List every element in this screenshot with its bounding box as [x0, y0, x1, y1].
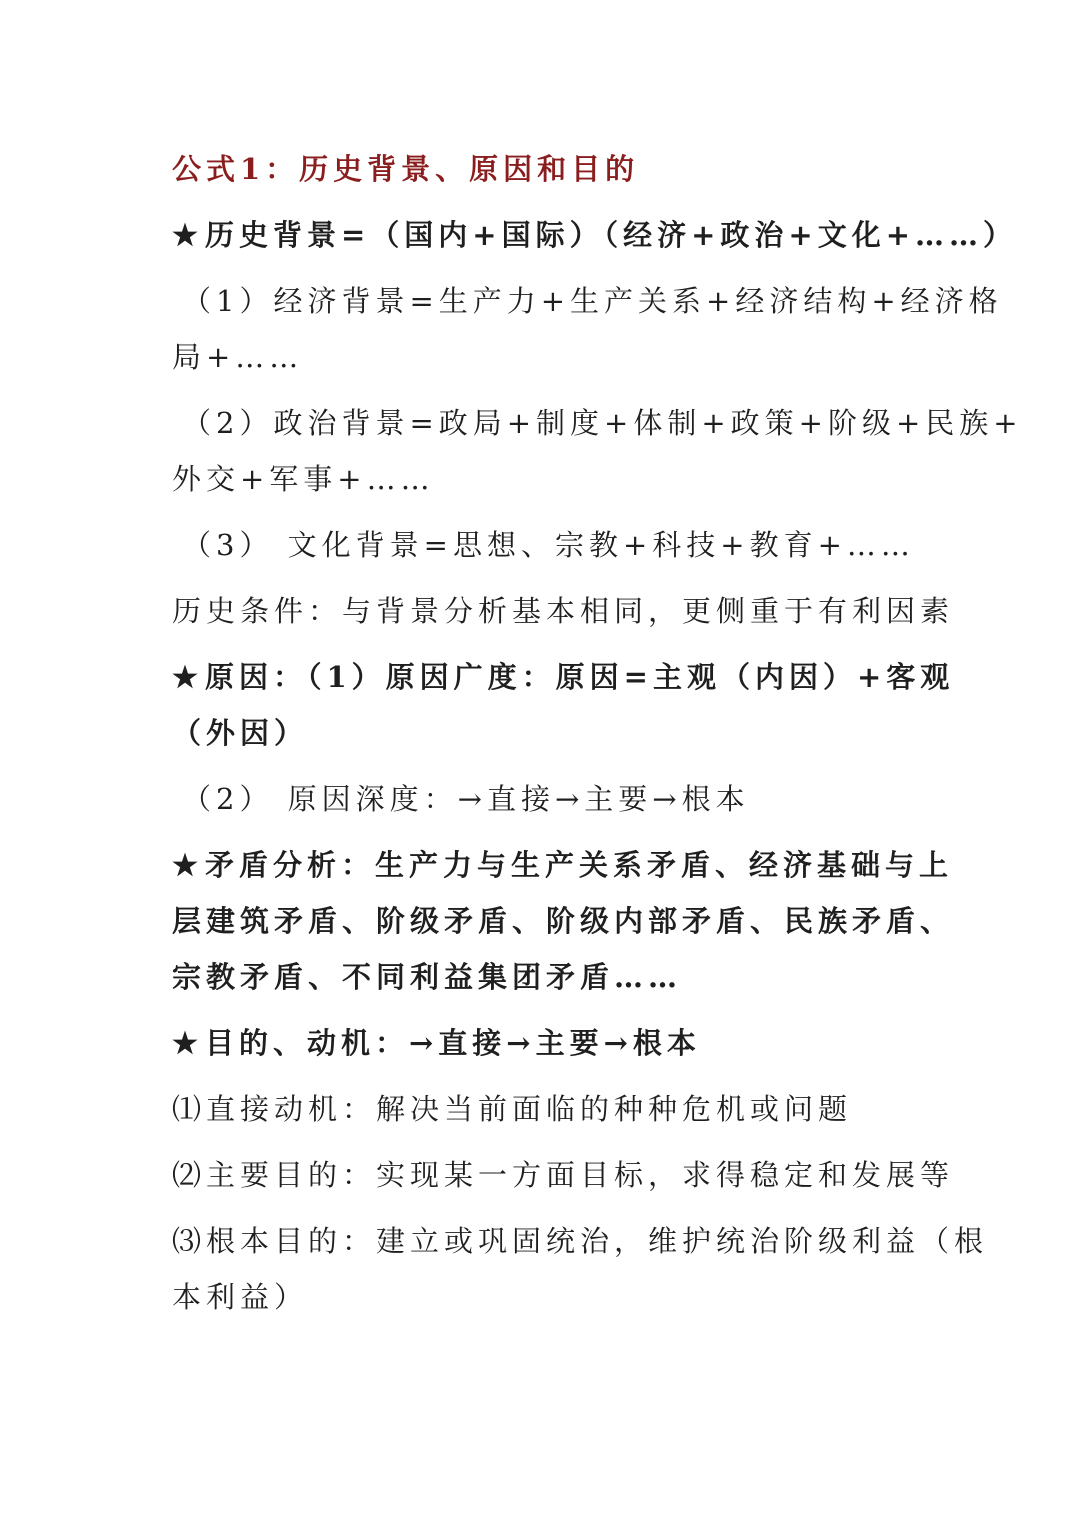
purpose-motivation-text: 目的、动机：→直接→主要→根本: [205, 1026, 701, 1060]
causes-line-1: [172, 648, 955, 706]
causes-line-1-text: 原因：（1）原因广度：原因=主观（内因）+客观: [205, 660, 955, 694]
economic-background-line-1: （1）经济背景=生产力+生产关系+经济结构+经济格: [182, 284, 1003, 318]
contradiction-analysis-line-3: 宗教矛盾、不同利益集团矛盾……: [172, 960, 683, 994]
star-icon: ★: [172, 660, 203, 694]
main-purpose-line: ⑵主要目的：实现某一方面目标，求得稳定和发展等: [172, 1158, 955, 1192]
economic-background-line-2: 局+……: [172, 340, 304, 374]
star-icon: ★: [172, 848, 203, 882]
fundamental-purpose-line-2: 本利益）: [172, 1280, 309, 1314]
contradiction-analysis-line-1-text: 矛盾分析：生产力与生产关系矛盾、经济基础与上: [205, 848, 954, 882]
cultural-background-line: （3） 文化背景=思想、宗教+科技+教育+……: [182, 528, 915, 562]
section-title: 公式1：历史背景、原因和目的: [172, 152, 640, 186]
contradiction-analysis-line-2: 层建筑矛盾、阶级矛盾、阶级内部矛盾、民族矛盾、: [172, 904, 955, 938]
star-icon: ★: [172, 218, 203, 252]
contradiction-analysis-line-1: [172, 836, 954, 894]
background-formula-text: 历史背景=（国内+国际）（经济+政治+文化+……）: [205, 218, 1017, 252]
political-background-line-1: （2）政治背景=政局+制度+体制+政策+阶级+民族+: [182, 406, 1023, 440]
background-formula-line: [172, 206, 1017, 264]
causes-line-2: （外因）: [172, 716, 309, 750]
political-background-line-2: 外交+军事+……: [172, 462, 435, 496]
cause-depth-line: （2） 原因深度：→直接→主要→根本: [182, 782, 750, 816]
fundamental-purpose-line-1: ⑶根本目的：建立或巩固统治，维护统治阶级利益（根: [172, 1224, 989, 1258]
purpose-motivation-line: [172, 1014, 910, 1072]
historical-conditions-line: 历史条件：与背景分析基本相同，更侧重于有利因素: [172, 594, 955, 628]
star-icon: ★: [172, 1026, 203, 1060]
direct-motive-line: ⑴直接动机：解决当前面临的种种危机或问题: [172, 1092, 853, 1126]
